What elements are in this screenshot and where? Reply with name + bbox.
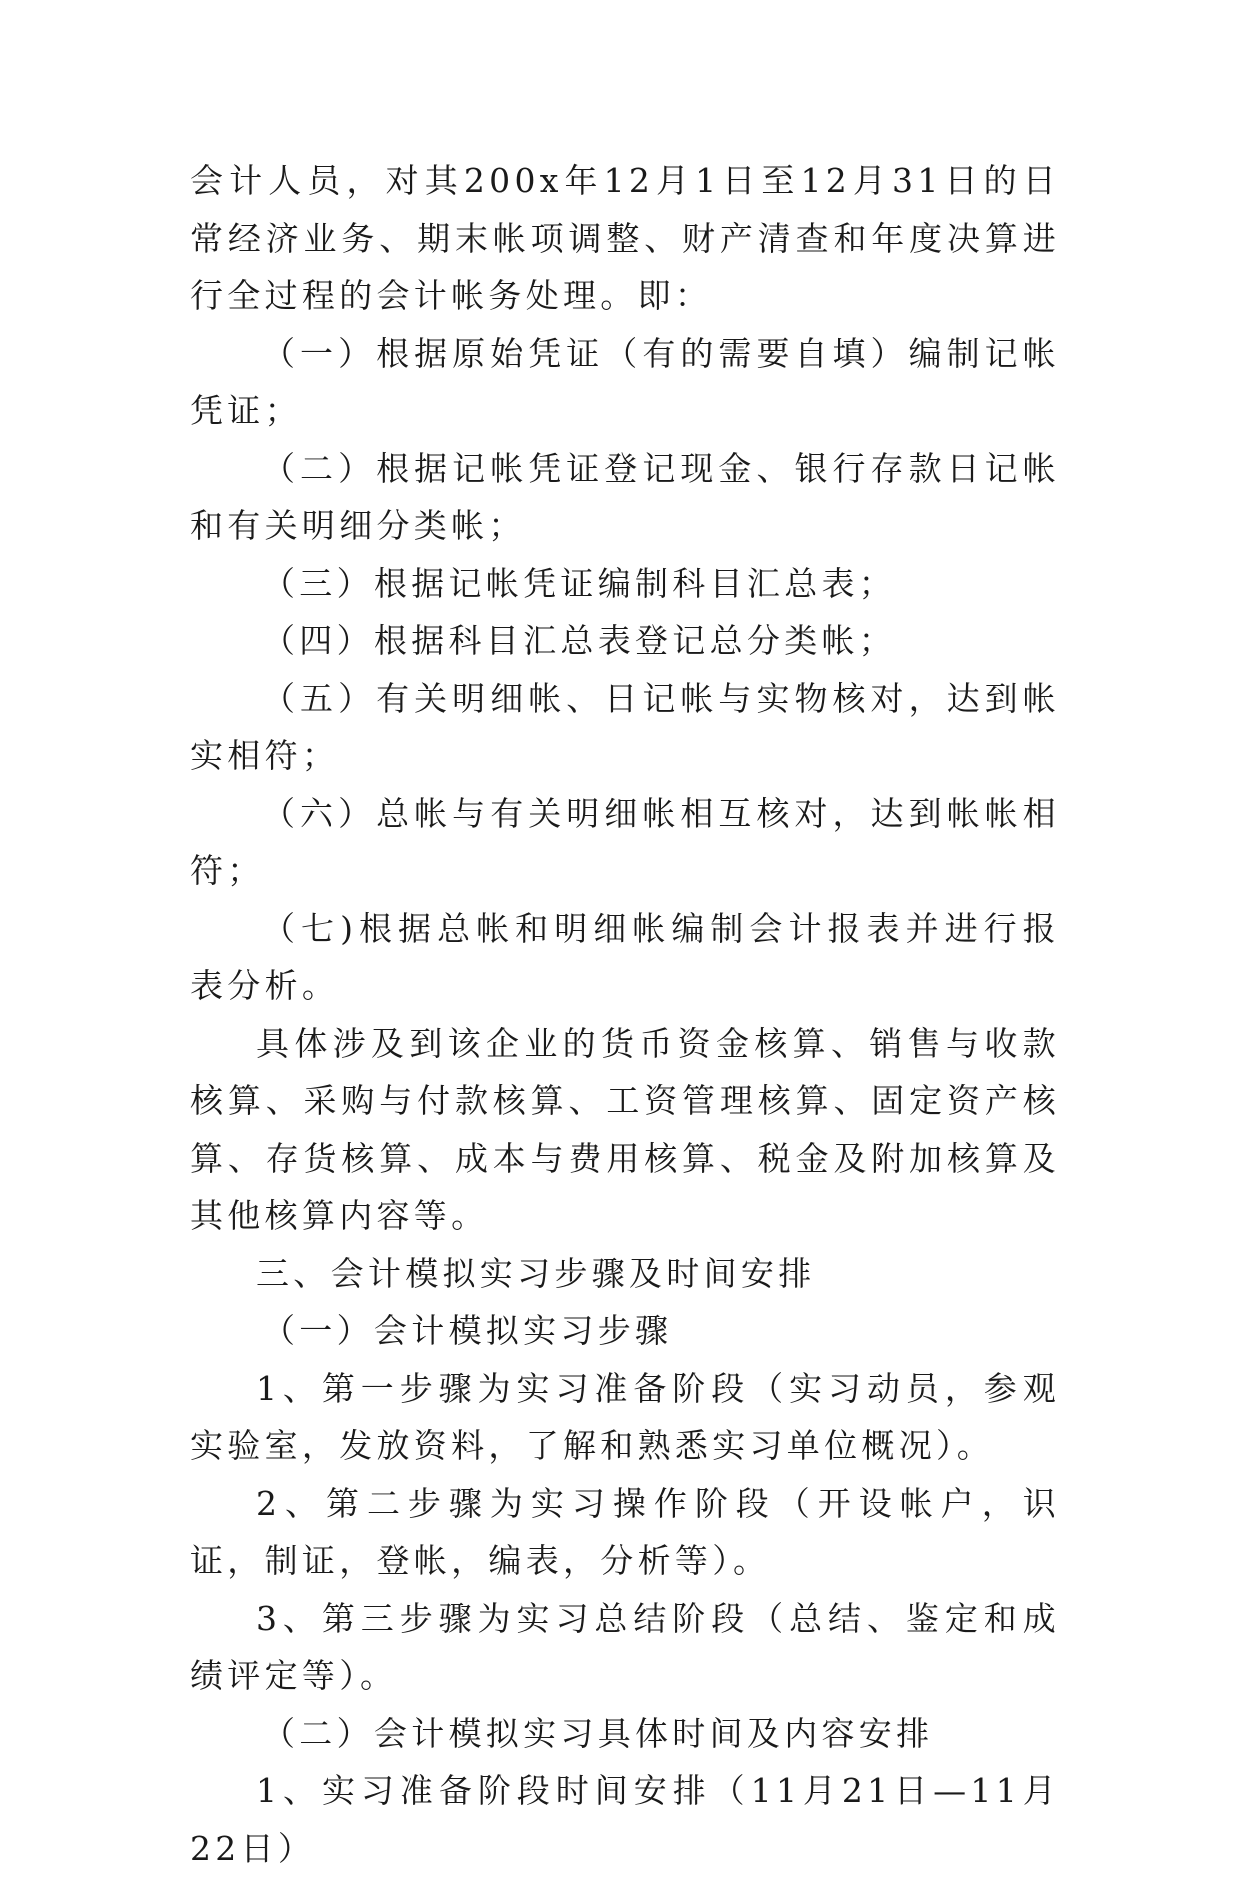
list-item-6: （六）总帐与有关明细帐相互核对，达到帐帐相符； <box>190 793 1060 890</box>
subsection-heading-2: （二）会计模拟实习具体时间及内容安排 <box>262 1713 934 1753</box>
subsection-heading-1: （一）会计模拟实习步骤 <box>262 1311 673 1350</box>
step-2: 2、第二步骤为实习操作阶段（开设帐户，识证，制证，登帐，编表，分析等）。 <box>190 1483 1060 1580</box>
list-item-1: （一）根据原始凭证（有的需要自填）编制记帐凭证； <box>190 333 1060 430</box>
paragraph-intro: 会计人员，对其200x年12月1日至12月31日的日常经济业务、期末帐项调整、财产清查和年度决算进行全过程的会计帐务处理。即： <box>190 161 1060 315</box>
schedule-item-1: 1、实习准备阶段时间安排（11月21日—11月22日） <box>190 1771 1060 1868</box>
document-body <box>190 152 1060 1877</box>
list-item-7: （七)根据总帐和明细帐编制会计报表并进行报表分析。 <box>190 908 1060 1005</box>
list-item-5: （五）有关明细帐、日记帐与实物核对，达到帐实相符； <box>190 678 1060 775</box>
list-item-2: （二）根据记帐凭证登记现金、银行存款日记帐和有关明细分类帐； <box>190 448 1060 545</box>
section-heading-3: 三、会计模拟实习步骤及时间安排 <box>256 1253 816 1293</box>
step-1: 1、第一步骤为实习准备阶段（实习动员，参观实验室，发放资料，了解和熟悉实习单位概况）。 <box>190 1368 1060 1465</box>
list-item-4: （四）根据科目汇总表登记总分类帐； <box>262 621 897 660</box>
paragraph-scope: 具体涉及到该企业的货币资金核算、销售与收款核算、采购与付款核算、工资管理核算、固定资产核算、存货核算、成本与费用核算、税金及附加核算及其他核算内容等。 <box>190 1023 1060 1235</box>
step-3: 3、第三步骤为实习总结阶段（总结、鉴定和成绩评定等）。 <box>190 1598 1060 1695</box>
list-item-3: （三）根据记帐凭证编制科目汇总表； <box>262 563 897 603</box>
